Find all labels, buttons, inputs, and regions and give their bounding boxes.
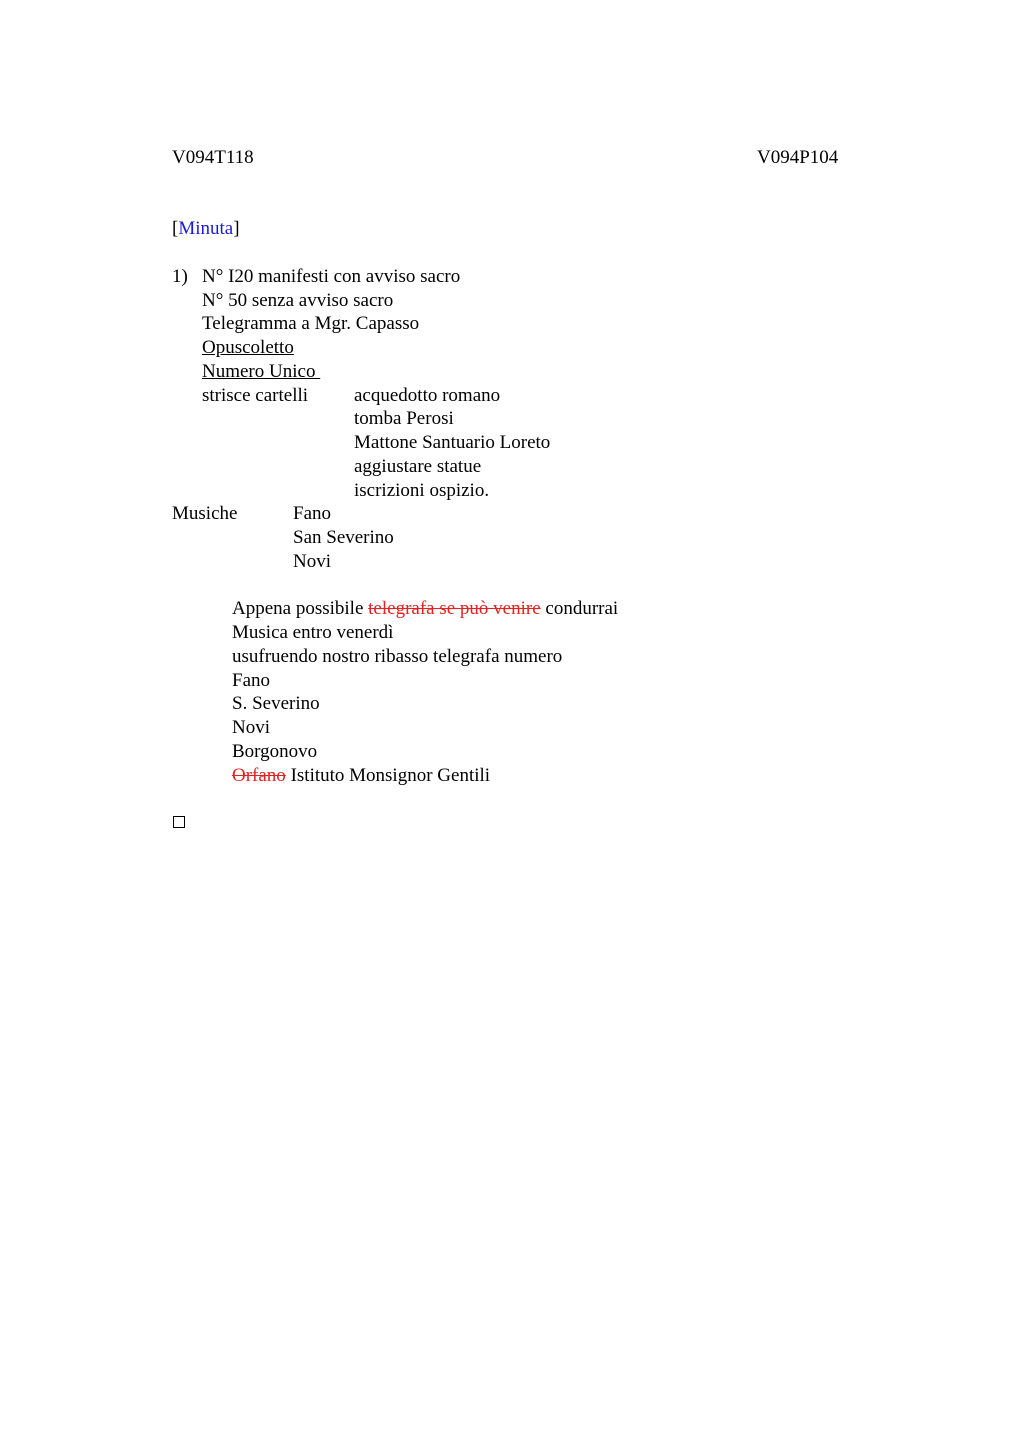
list-item: N° 50 senza avviso sacro (202, 290, 394, 311)
telegram-place: Fano (232, 670, 270, 691)
strip-item: iscrizioni ospizio. (354, 480, 490, 501)
list-item: Telegramma a Mgr. Capasso (202, 313, 420, 334)
telegram-line-1 (232, 597, 618, 621)
telegram-last-text: Istituto Monsignor Gentili (285, 765, 491, 786)
musiche-place: Fano (293, 503, 331, 524)
title-close-bracket: ] (233, 218, 240, 239)
telegram-last-line (232, 764, 490, 788)
list-item-underlined: Numero Unico (202, 361, 321, 382)
telegram-line-3: usufruendo nostro ribasso telegrafa numero (232, 646, 563, 667)
strip-item: acquedotto romano (354, 385, 501, 406)
right-document-code: V094P104 (757, 147, 839, 168)
list-item: N° I20 manifesti con avviso sacro (202, 266, 461, 287)
list-number: 1) (172, 266, 188, 287)
title-label: Minuta (178, 218, 234, 239)
telegram-deleted-word: Orfano (232, 765, 286, 786)
list-item-underlined: Opuscoletto (202, 337, 294, 358)
strip-item: tomba Perosi (354, 408, 454, 429)
musiche-label: Musiche (172, 503, 238, 524)
end-square-marker (173, 816, 185, 828)
left-document-code: V094T118 (172, 147, 254, 168)
strip-item: Mattone Santuario Loreto (354, 432, 551, 453)
strip-item: aggiustare statue (354, 456, 482, 477)
telegram-line-1-start: Appena possibile (232, 598, 369, 619)
telegram-place: S. Severino (232, 693, 320, 714)
telegram-place: Novi (232, 717, 270, 738)
telegram-place: Borgonovo (232, 741, 318, 762)
musiche-place: Novi (293, 551, 331, 572)
document-title (172, 217, 240, 241)
telegram-line-1-end: condurrai (540, 598, 619, 619)
telegram-line-2: Musica entro venerdì (232, 622, 394, 643)
telegram-deleted-text: telegrafa se può venire (368, 598, 541, 619)
musiche-place: San Severino (293, 527, 394, 548)
strips-label: strisce cartelli (202, 385, 309, 406)
title-open-bracket: [ (172, 218, 179, 239)
